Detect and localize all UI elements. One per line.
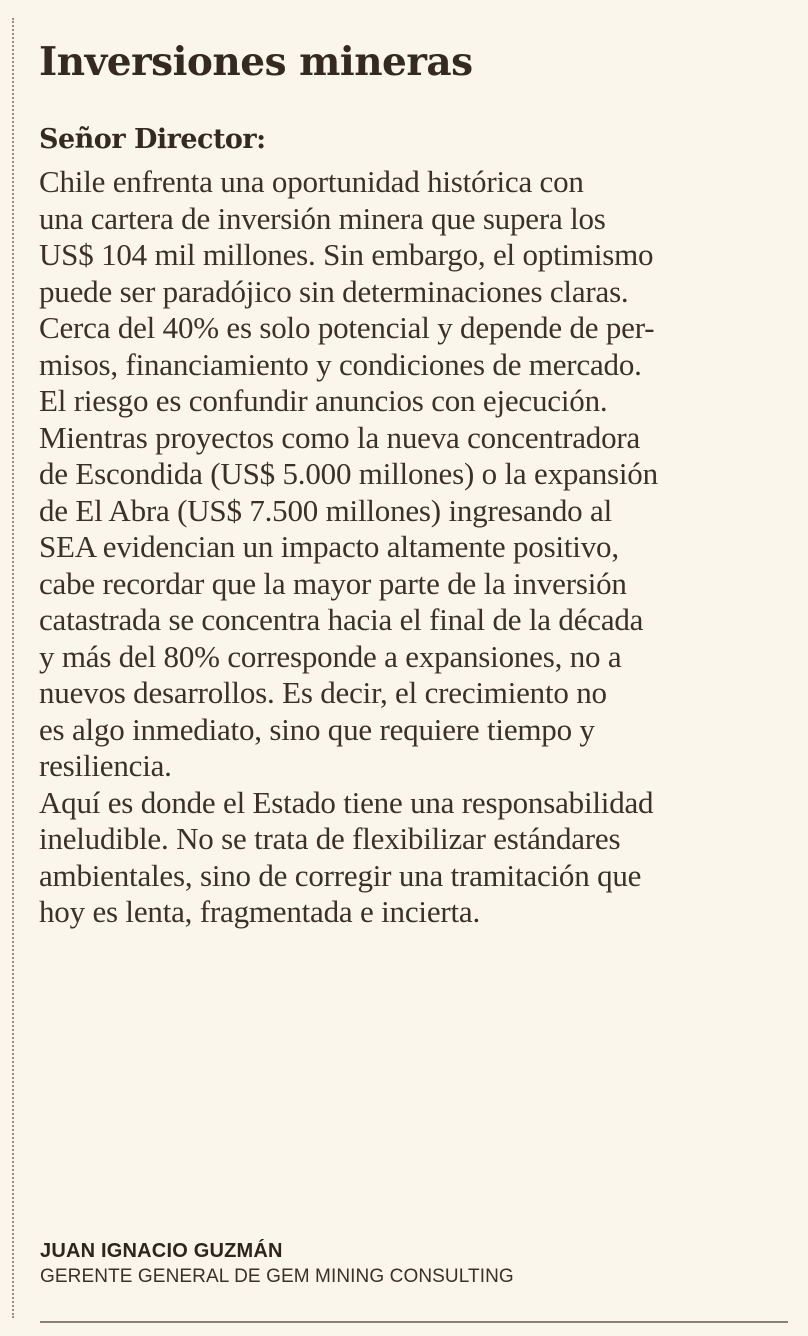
body-line: Cerca del 40% es solo potencial y depende de per-	[39, 310, 655, 345]
body-line: es algo inmediato, sino que requiere tiempo y	[39, 711, 595, 747]
body-line: SEA evidencian un impacto altamente positivo,	[39, 529, 619, 564]
author-name: JUAN IGNACIO GUZMÁN	[40, 1240, 283, 1262]
body-line: Chile enfrenta una oportunidad histórica con	[39, 164, 584, 199]
letter-signature	[40, 1238, 788, 1290]
body-line: ambientales, sino de corregir una tramitación que	[39, 857, 642, 893]
body-line: misos, financiamiento y condiciones de mercado.	[39, 346, 642, 382]
letter-body	[39, 164, 787, 931]
body-line: de El Abra (US$ 7.500 millones) ingresando al	[39, 492, 613, 528]
body-line: Aquí es donde el Estado tiene una responsabilidad	[39, 784, 654, 820]
body-line: cabe recordar que la mayor parte de la inversión	[39, 565, 627, 601]
body-line: resiliencia.	[39, 748, 172, 783]
bottom-divider	[40, 1321, 788, 1323]
body-line: catastrada se concentra hacia el final de la década	[39, 602, 644, 637]
body-line: Mientras proyectos como la nueva concentradora	[39, 419, 641, 455]
letter-to-editor	[39, 36, 787, 931]
body-line: una cartera de inversión minera que supera los	[39, 200, 606, 236]
letter-salutation: Señor Director:	[39, 124, 266, 155]
body-line: hoy es lenta, fragmentada e incierta.	[39, 894, 481, 929]
letter-headline: Inversiones mineras	[39, 39, 473, 85]
body-line: puede ser paradójico sin determinaciones claras.	[39, 273, 629, 309]
body-line: US$ 104 mil millones. Sin embargo, el optimismo	[39, 237, 654, 272]
body-line: de Escondida (US$ 5.000 millones) o la expansión	[39, 456, 658, 491]
dotted-column-rule	[12, 18, 14, 1318]
body-line: y más del 80% corresponde a expansiones, no a	[39, 638, 622, 674]
body-line: nuevos desarrollos. Es decir, el crecimiento no	[39, 675, 607, 710]
body-line: El riesgo es confundir anuncios con ejecución.	[39, 383, 608, 418]
body-line: ineludible. No se trata de flexibilizar estándares	[39, 821, 621, 856]
author-title: GERENTE GENERAL DE GEM MINING CONSULTING	[40, 1266, 514, 1287]
